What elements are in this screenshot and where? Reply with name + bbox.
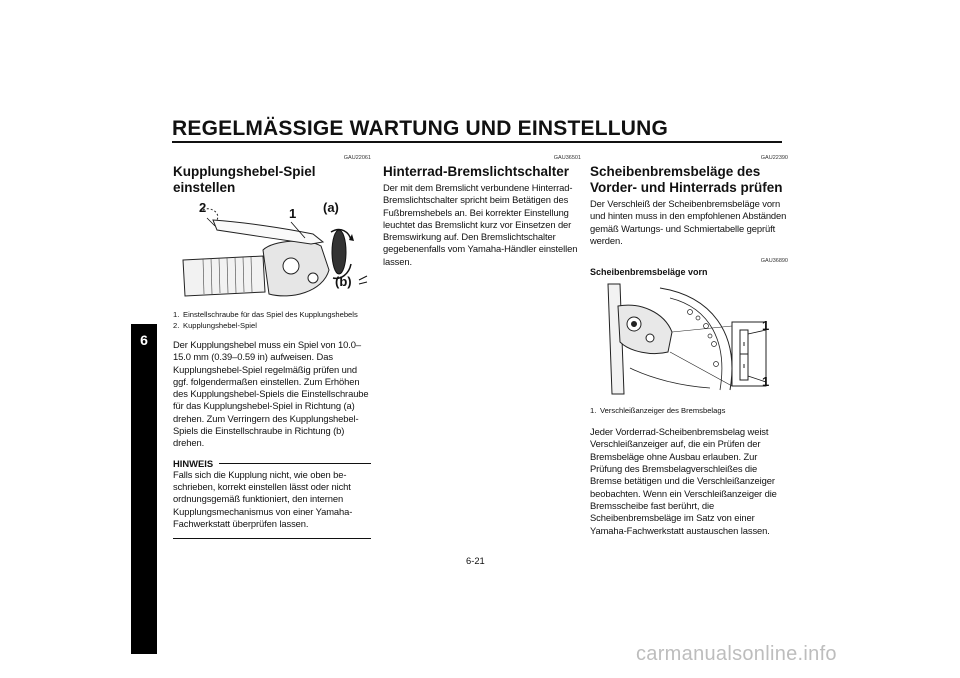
section-code: GAU22390	[760, 155, 788, 161]
section-heading-brake-pads: Scheibenbremsbeläge des Vorder- und Hinterrads prüfen	[590, 164, 783, 195]
label-1: 1	[289, 206, 297, 221]
label-1-top: 1	[762, 318, 770, 334]
column-brake-pads	[590, 146, 788, 537]
column-brake-light-switch	[383, 146, 581, 268]
caption-text: Kupplungshebel-Spiel	[183, 321, 257, 330]
label-direction-b: (b)	[335, 274, 352, 289]
brake-pads-intro-text: Der Verschleiß der Scheibenbremsbeläge vorn und hinten muss in den empfohlenen Abständen gemäß Wartungs- und Schmiertabelle geprüft werden.	[590, 198, 787, 246]
caption-item	[173, 321, 371, 331]
caption-item	[173, 310, 371, 320]
title-rule	[172, 141, 782, 143]
section-code: GAU36890	[760, 258, 788, 265]
caption-item	[590, 406, 788, 416]
caption-text: Einstellschraube für das Spiel des Kupplungshebels	[183, 310, 358, 319]
caption-number: 1.	[590, 406, 597, 416]
label-direction-a: (a)	[323, 200, 339, 215]
label-1-bottom: 1	[762, 374, 770, 390]
subheading-front-pads: Scheibenbremsbeläge vorn	[590, 267, 708, 278]
note-label: HINWEIS	[173, 457, 214, 469]
caption-number: 2.	[173, 321, 180, 330]
caption-text: Verschleißanzeiger des Bremsbelags	[600, 406, 726, 416]
brake-light-body-text: Der mit dem Bremslicht verbundene Hinterrad-Bremslichtschalter spricht beim Betätigen des Fußbremshebels an. Bei korrekter Einstellung leuchtet das Bremslicht kurz vor Einsetzen der Bremswirkung auf. Den Bremslichtschalter gegebenenfalls vom Yamaha-Händler einstellen lassen.	[383, 182, 578, 267]
note-rule	[219, 463, 371, 464]
page-number: 6-21	[466, 555, 485, 566]
note-end-rule	[173, 538, 371, 539]
clutch-captions	[173, 310, 371, 331]
column-clutch	[173, 146, 371, 539]
note-body-text: Falls sich die Kupplung nicht, wie oben beschrieben, korrekt einstellen lässt oder nicht ordnungsgemäß funktioniert, den internen Kupplungsmechanismus von einer Yamaha-Fachwerkstatt überprüfen lassen.	[173, 468, 353, 529]
page-title: REGELMÄSSIGE WARTUNG UND EINSTELLUNG	[172, 117, 669, 140]
chapter-number: 6	[140, 332, 148, 348]
caption-number: 1.	[173, 310, 180, 319]
section-heading-brake-light: Hinterrad-Bremslichtschalter	[383, 164, 570, 179]
brake-disc-drawing	[590, 282, 788, 400]
chapter-tab	[131, 324, 157, 654]
section-heading-clutch: Kupplungshebel-Spiel einstellen	[173, 164, 316, 195]
brake-pad-illustration	[590, 282, 788, 400]
section-code: GAU36501	[553, 155, 581, 161]
clutch-body-text: Der Kupplungshebel muss ein Spiel von 10.0–15.0 mm (0.39–0.59 in) aufweisen. Das Kupplungshebel-Spiel regelmäßig prüfen und ggf. folgendermaßen einstellen. Zum Erhöhen des Kupplungshebel-Spiels die Einstellschraube für das Kupplungshebel-Spiel in Richtung (a) drehen. Zum Verringern des Kupplungshebel-Spiels die Einstellschraube in Richtung (b) drehen.	[173, 339, 369, 449]
brake-pads-body-text: Jeder Vorderrad-Scheibenbremsbelag weist Verschleißanzeiger auf, die ein Prüfen der Bremsbeläge ohne Ausbau erlauben. Zur Prüfung des Bremsbelagverschleißes die Bremse betätigen und die Verschleißanzeiger beobachten. Wenn ein Verschleißanzeiger die Bremsscheibe fast berührt, die Scheibenbremsbeläge im Satz von einer Yamaha-Fachwerkstatt austauschen lassen.	[590, 426, 777, 536]
note-header	[173, 458, 371, 469]
clutch-lever-illustration	[173, 200, 371, 304]
watermark: carmanualsonline.info	[636, 643, 837, 665]
label-2: 2	[199, 200, 207, 215]
section-code: GAU22061	[343, 155, 371, 161]
